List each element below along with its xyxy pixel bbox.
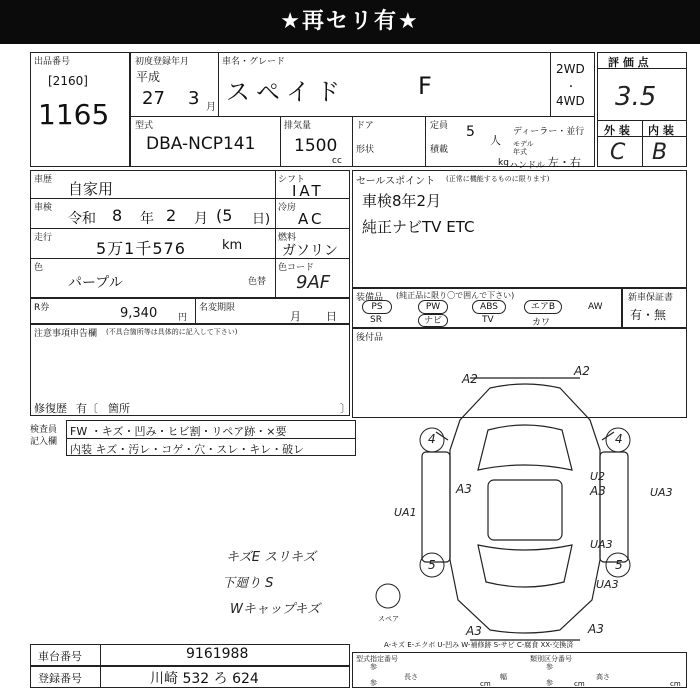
reg-label: 初度登録年月 <box>135 57 190 67</box>
color-change-label: 色替 <box>248 277 267 287</box>
repair-label: 修復歴 <box>34 402 67 415</box>
equip-tv: TV <box>482 315 494 325</box>
colorcode-label: 色コード <box>278 263 315 273</box>
repair-unit: 箇所 <box>108 402 130 415</box>
ext-label: 外 装 <box>604 124 630 137</box>
handle-label: ハンドル <box>509 161 546 171</box>
mileage-label: 走行 <box>34 233 53 243</box>
sales-sub: (正常に機能するものに限ります) <box>446 175 550 183</box>
mark-wheel-rr: 5 <box>615 558 623 572</box>
mileage-unit: km <box>222 238 243 253</box>
model-value: DBA-NCP141 <box>146 134 256 154</box>
reg-era: 平成 <box>136 70 161 84</box>
spec-cm2: cm <box>574 680 585 688</box>
mark-a3-rear-left: A3 <box>466 624 482 638</box>
spec-ref4: 参 <box>546 679 553 687</box>
shift-value: IAT <box>292 182 324 200</box>
mark-a2-front-right: A2 <box>574 364 590 378</box>
color-label: 色 <box>34 263 44 273</box>
damage-legend: A-キズ E-エクボ U-凹み W-補修跡 S-サビ C-腐食 XX-交換済 <box>384 641 574 649</box>
spec-ref1: 参 <box>370 663 377 671</box>
spec-cm3: cm <box>670 680 681 688</box>
addr-change-m: 月 <box>290 310 301 323</box>
rebid-banner: ★再セリ有★ <box>0 0 700 44</box>
ac-value: AC <box>298 210 325 228</box>
shift-label: シフト <box>278 175 306 185</box>
spec-ref2: 参 <box>546 663 553 671</box>
spec-model-label: 型式指定番号 <box>356 655 398 663</box>
addr-change-d: 日 <box>326 310 337 323</box>
capacity-unit: 人 <box>490 134 501 147</box>
repair-close: 〕 <box>340 402 351 415</box>
equip-sub: (純正品に限り〇で囲んで下さい) <box>396 291 515 300</box>
displacement-label: 排気量 <box>284 121 312 131</box>
displacement-value: 1500 <box>294 136 338 156</box>
inspection-day: (5 <box>216 206 233 225</box>
equip-pw: PW <box>418 300 448 314</box>
afterfit-label: 後付品 <box>356 333 384 343</box>
model-label: 型式 <box>135 121 154 131</box>
mark-ua3-right: UA3 <box>650 486 673 499</box>
fuel-value: ガソリン <box>282 243 338 259</box>
doors-label: ドア <box>356 121 374 131</box>
ac-label: 冷房 <box>278 203 297 213</box>
reg-month-unit: 月 <box>206 102 216 113</box>
history-label: 車歴 <box>34 175 53 185</box>
mileage-value: 5万1千576 <box>96 239 186 258</box>
spec-cm1: cm <box>480 680 491 688</box>
lot-sub: [2160] <box>48 74 88 88</box>
warranty-value: 有・無 <box>630 308 667 322</box>
sales-line2: 純正ナビTV ETC <box>362 218 475 236</box>
spec-box <box>352 652 687 688</box>
spec-height: 高さ <box>596 673 610 681</box>
equip-leather: カワ <box>532 318 551 328</box>
equip-label: 装備品 <box>356 293 384 303</box>
mark-wheel-fr: 4 <box>615 432 623 446</box>
mark-a3-left-door: A3 <box>456 482 472 496</box>
handle-value: 左・右 <box>548 156 581 169</box>
mark-wheel-fl: 4 <box>428 432 436 446</box>
mark-ua3-right-rear: UA3 <box>590 538 613 551</box>
capacity-value: 5 <box>466 124 475 140</box>
inspection-m: 月 <box>194 211 208 227</box>
shape-label: 形状 <box>356 145 375 155</box>
hand-note-1: キズE スリキズ <box>226 550 316 565</box>
warranty-label: 新車保証書 <box>628 293 674 303</box>
spec-length: 長さ <box>404 673 418 681</box>
mark-wheel-rl: 5 <box>428 558 436 572</box>
sales-label: セールスポイント <box>356 176 436 187</box>
car-damage-diagram <box>360 360 690 650</box>
chassis-value: 9161988 <box>186 646 249 662</box>
plate-label: 登録番号 <box>38 672 82 685</box>
inspection-year: 8 <box>112 206 123 225</box>
capacity-label: 定員 <box>430 121 449 131</box>
spec-ref3: 参 <box>370 679 377 687</box>
equip-navi: ナビ <box>418 314 448 327</box>
dealer-label: ディーラー・並行 <box>513 127 585 137</box>
reg-month: 3 <box>188 88 200 109</box>
equip-abs: ABS <box>472 300 506 314</box>
addr-change-label: 名変期限 <box>199 303 236 313</box>
repair-value: 有〔 <box>76 402 98 415</box>
sales-line1: 車検8年2月 <box>362 192 442 210</box>
load-unit: kg <box>498 158 509 168</box>
ext-score: C <box>610 140 626 165</box>
hand-note-2: 下廻り S <box>222 576 274 591</box>
fuel-label: 燃料 <box>278 233 297 243</box>
mark-u2: U2 <box>590 470 606 483</box>
spare-label: スペア <box>378 615 399 623</box>
hand-note-3: Wキャップキズ <box>230 602 321 617</box>
lot-label: 出品番号 <box>34 57 71 67</box>
color-value: パープル <box>68 275 123 291</box>
recycle-value: 9,340 <box>120 306 158 321</box>
equip-aw: AW <box>588 302 603 312</box>
recycle-box <box>30 298 350 324</box>
reg-year: 27 <box>142 88 165 109</box>
spec-width: 幅 <box>500 673 507 681</box>
plate-value: 川崎 532 ろ 624 <box>150 671 259 687</box>
model-year-label: モデル 年式 <box>513 140 534 156</box>
check-row1: FW ・キズ・凹み・ヒビ割・リペア跡・×要 <box>70 425 287 438</box>
history-value: 自家用 <box>68 180 114 198</box>
recycle-unit: 円 <box>178 313 188 323</box>
displacement-unit: cc <box>332 156 342 166</box>
recycle-label: R券 <box>34 303 50 313</box>
drive-dot: ・ <box>566 82 576 93</box>
check-row2: 内装 キズ・汚レ・コゲ・穴・スレ・キレ・破レ <box>70 443 305 456</box>
car-name: スペイド <box>226 78 346 106</box>
score-value: 3.5 <box>615 82 657 112</box>
inspector-label: 検査員 記入欄 <box>30 425 58 447</box>
int-label: 内 装 <box>648 124 674 137</box>
lot-number: 1165 <box>38 98 110 131</box>
score-label: 評 価 点 <box>608 56 649 69</box>
mark-a3-right-door: A3 <box>590 484 606 498</box>
load-label: 積載 <box>430 145 449 155</box>
drive-2wd: 2WD <box>556 62 585 76</box>
car-label: 車名・グレード <box>222 57 286 67</box>
inspection-d: 日) <box>252 212 271 227</box>
chassis-label: 車台番号 <box>38 650 82 663</box>
spec-cls-label: 類別区分番号 <box>530 655 572 663</box>
inspection-era: 令和 <box>68 211 96 227</box>
equip-ps: PS <box>362 300 392 314</box>
equip-airbag: エアB <box>524 300 562 314</box>
inspection-month: 2 <box>166 206 177 225</box>
car-grade: F <box>418 72 432 100</box>
mark-ua1-left: UA1 <box>394 506 417 519</box>
mark-a2-front-left: A2 <box>462 372 478 386</box>
inspection-label: 車検 <box>34 203 53 213</box>
drive-4wd: 4WD <box>556 94 585 108</box>
mark-a3-rear-right: A3 <box>588 622 604 636</box>
inspection-y: 年 <box>140 211 154 227</box>
notes-sub: (不具合箇所等は具体的に記入して下さい) <box>106 328 238 336</box>
colorcode-value: 9AF <box>296 272 331 293</box>
equip-sr: SR <box>370 315 382 325</box>
notes-label: 注意事項申告欄 <box>34 329 98 339</box>
int-score: B <box>652 140 668 165</box>
mark-ua3-rear: UA3 <box>596 578 619 591</box>
